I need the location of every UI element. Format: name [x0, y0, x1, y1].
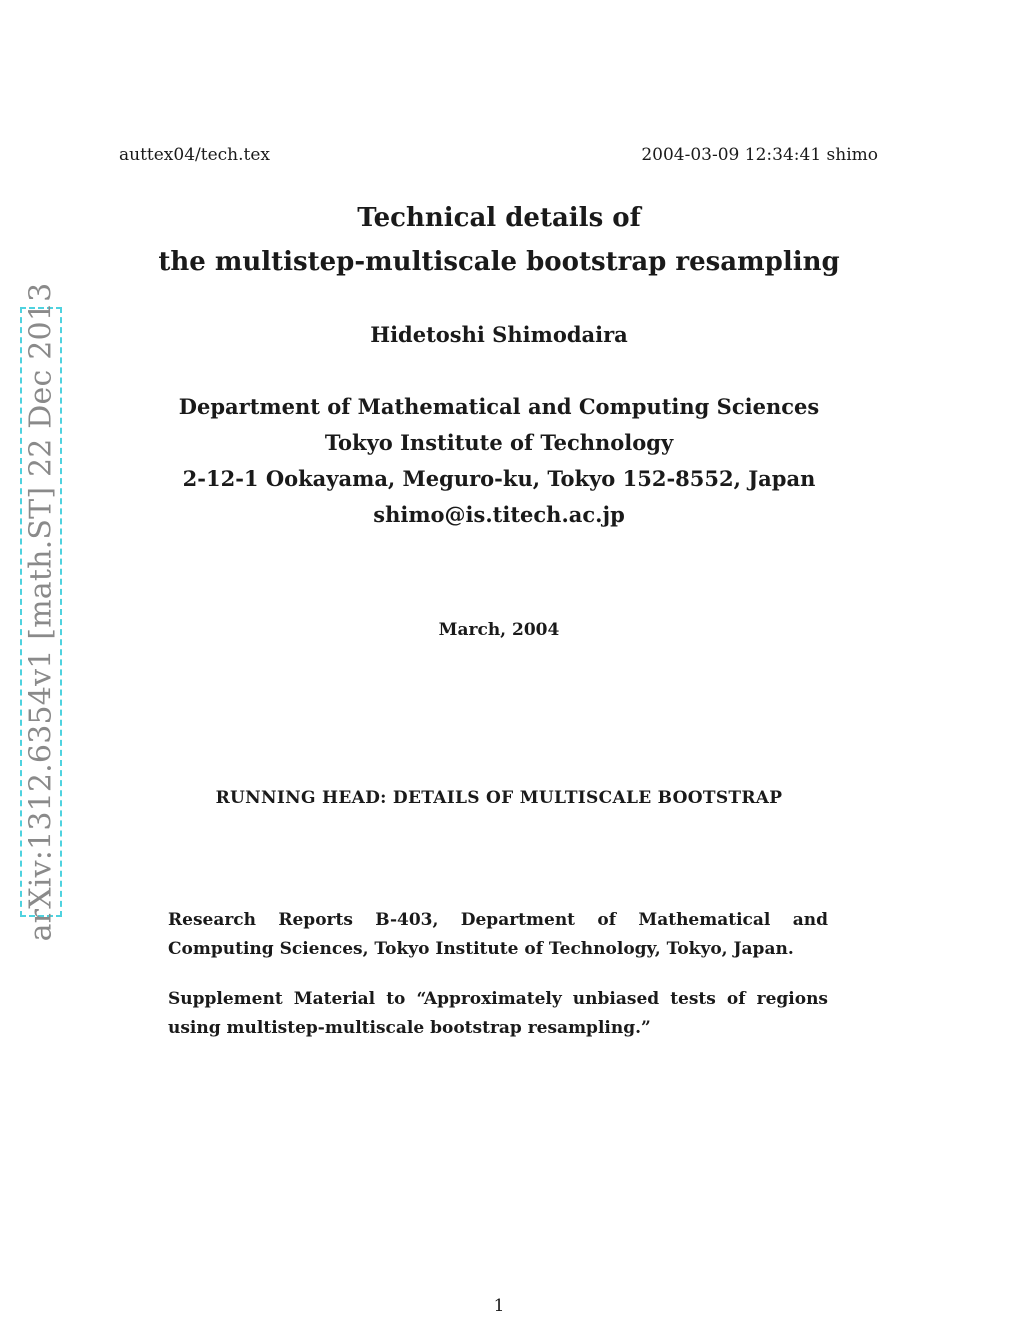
affiliation-institute: Tokyo Institute of Technology: [324, 430, 674, 455]
author-name: Hidetoshi Shimodaira: [370, 322, 628, 347]
paper-title-line1: Technical details of: [357, 203, 641, 233]
research-report-note: Research Reports B-403, Department of Mathematical and Computing Sciences, Tokyo Institute of Technology, Tokyo, Japan.: [168, 910, 828, 959]
supplement-note: Supplement Material to “Approximately unbiased tests of regions using multistep-multiscale bootstrap resampling.”: [168, 989, 828, 1038]
running-head: RUNNING HEAD: DETAILS OF MULTISCALE BOOTSTRAP: [215, 788, 783, 808]
page-number: 1: [493, 1296, 505, 1316]
paper-title: [0, 196, 998, 284]
affiliation-department: Department of Mathematical and Computing Sciences: [178, 394, 820, 419]
affiliation-address: 2-12-1 Ookayama, Meguro-ku, Tokyo 152-8552, Japan: [182, 466, 816, 491]
author-affiliation: [0, 389, 998, 533]
affiliation-email: shimo@is.titech.ac.jp: [373, 502, 625, 527]
header-timestamp: 2004-03-09 12:34:41 shimo: [641, 145, 878, 165]
paper-date: March, 2004: [438, 620, 560, 640]
arxiv-stamp-text: arXiv:1312.6354v1 [math.ST] 22 Dec 2013: [23, 282, 59, 942]
paper-title-line2: the multistep-multiscale bootstrap resampling: [158, 247, 840, 277]
header-filename: auttex04/tech.tex: [119, 145, 270, 165]
